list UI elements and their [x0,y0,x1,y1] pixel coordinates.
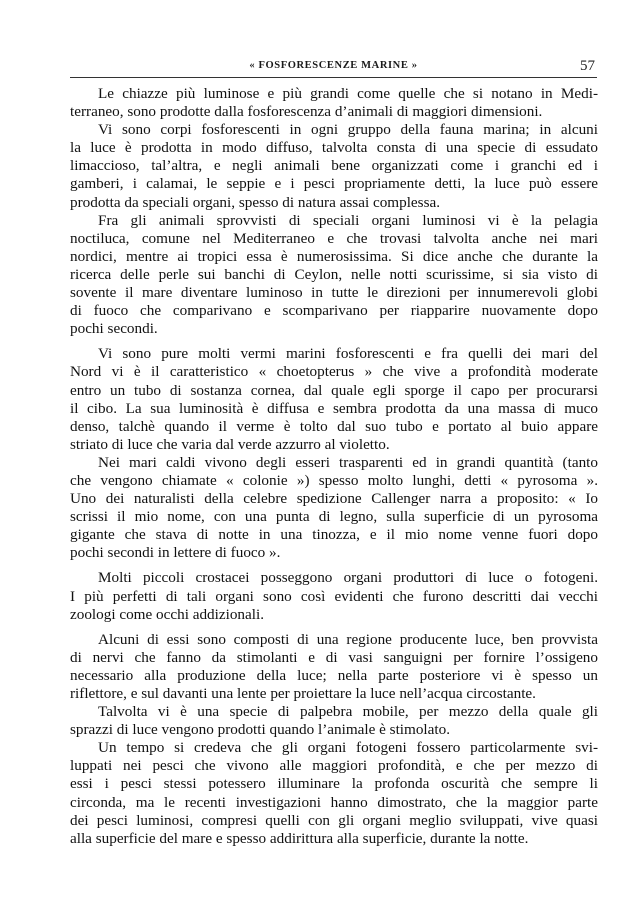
text-line: prodotta da speciali organi, spesso di natura assai complessa. [70,193,441,211]
text-line: dei pesci luminosi, compresi quelli con gli organi meglio sviluppati, vive quasi [70,811,598,829]
running-title: « FOSFORESCENZE MARINE » [249,60,418,71]
text-line: noctiluca, comune nel Mediterraneo e che trovasi talvolta anche nei mari [70,229,598,247]
text-line: circonda, ma le recenti investigazioni hanno dimostrato, che la maggior parte [70,793,598,811]
text-line: Le chiazze più luminose e più grandi come quelle che si notano in Medi- [98,85,598,102]
text-line: I più perfetti di tali organi sono così evidenti che furono descritti dai vecchi [70,587,598,605]
text-line: nordici, mentre ai tropici essa è numerosissima. Si dice anche che durante la [70,247,598,265]
text-line: pochi secondi in lettere di fuoco ». [70,544,281,562]
text-line: Talvolta vi è una specie di palpebra mobile, per mezzo della quale gli [98,703,598,721]
text-line: sprazzi di luce vengono prodotti quando l’animale è stimolato. [70,721,451,739]
text-line: Un tempo si credeva che gli organi fotogeni fossero particolarmente svi- [98,739,598,757]
paragraph [70,703,598,739]
page-header [70,58,597,78]
text-line: terraneo, sono prodotte dalla fosforescenza d’animali di maggiori dimensioni. [70,103,543,121]
text-line: riflettore, e sul davanti una lente per proiettare la luce nell’acqua circostante. [70,685,536,702]
text-line: Vi sono corpi fosforescenti in ogni gruppo della fauna marina; in alcuni [98,121,598,139]
paragraph [70,631,598,703]
text-line: la luce è prodotta in modo diffuso, talvolta consta di una specie di essudato [70,139,598,157]
text-line: di nervi che fanno da stimolanti e di vasi sanguigni per fornire l’ossigeno [70,648,598,666]
paragraph [70,85,598,121]
text-line: striato di luce che varia dal verde azzurro al violetto. [70,435,390,453]
text-line: sovente il mare diventare luminoso in tutte le direzioni per innumerevoli globi [70,284,598,302]
text-line: Fra gli animali sprovvisti di speciali organi luminosi vi è la pelagia [98,211,598,229]
text-line: Nord vi è il caratteristico « choetopterus » che vive a profondità moderate [70,363,598,381]
paragraph [70,454,598,563]
text-line: che vengono chiamate « colonie ») spesso molto lunghi, detti « pyrosoma ». [70,471,598,489]
header-rule [70,77,597,78]
text-line: Alcuni di essi sono composti di una regione producente luce, ben provvista [98,630,598,648]
text-line: di fuoco che comparivano e scomparivano per riapparire nuovamente dopo [70,302,598,320]
page-number: 57 [580,58,595,74]
text-line: gigante che stava di notte in una tinozza, e il mio nome venne fuori dopo [70,526,598,544]
text-line: il cibo. La sua luminosità è diffusa e sembra prodotta da una massa di muco [70,399,598,417]
paragraph [70,739,598,848]
text-line: Nei mari caldi vivono degli esseri trasparenti ed in grandi quantità (tanto [98,453,598,471]
text-line: entro un tubo di sostanza cornea, dal quale egli sporge il capo per procurarsi [70,381,598,399]
paragraph [70,569,598,623]
text-line: zoologi come occhi addizionali. [70,605,264,623]
text-line: luppati nei pesci che vivono alle maggiori profondità, e che per mezzo di [70,757,598,775]
text-line: ricerca delle perle sui banchi di Ceylon, nelle notti scurissime, si sia visto di [70,265,598,283]
text-line: pochi secondi. [70,320,158,338]
text-line: essi i pesci stessi potessero illuminare la profonda oscurità che sempre li [70,775,598,793]
text-line: necessario alla produzione della luce; nella parte posteriore vi è spesso un [70,666,598,684]
text-line: Molti piccoli crostacei posseggono organi produttori di luce o fotogeni. [98,569,598,587]
text-line: scrissi il mio nome, con una punta di legno, sulla superficie di un pyrosoma [70,508,598,526]
body-text [70,85,598,848]
paragraph [70,212,598,339]
text-line: gamberi, i calamai, le seppie e i pesci propriamente detti, la luce può essere [70,175,598,193]
text-line: Uno dei naturalisti della celebre spedizione Callenger narra a proposito: « Io [70,490,598,508]
text-line: Vi sono pure molti vermi marini fosforescenti e fra quelli dei mari del [98,345,598,363]
text-line: denso, talchè quando il verme è tolto dal suo tubo e portato al buio appare [70,417,598,435]
text-line: alla superficie del mare e spesso addirittura alla superficie, durante la notte. [70,829,529,847]
paragraph [70,121,598,211]
paragraph [70,345,598,454]
text-line: limaccioso, tal’altra, e negli animali bene organizzati come i granchi ed i [70,157,598,175]
